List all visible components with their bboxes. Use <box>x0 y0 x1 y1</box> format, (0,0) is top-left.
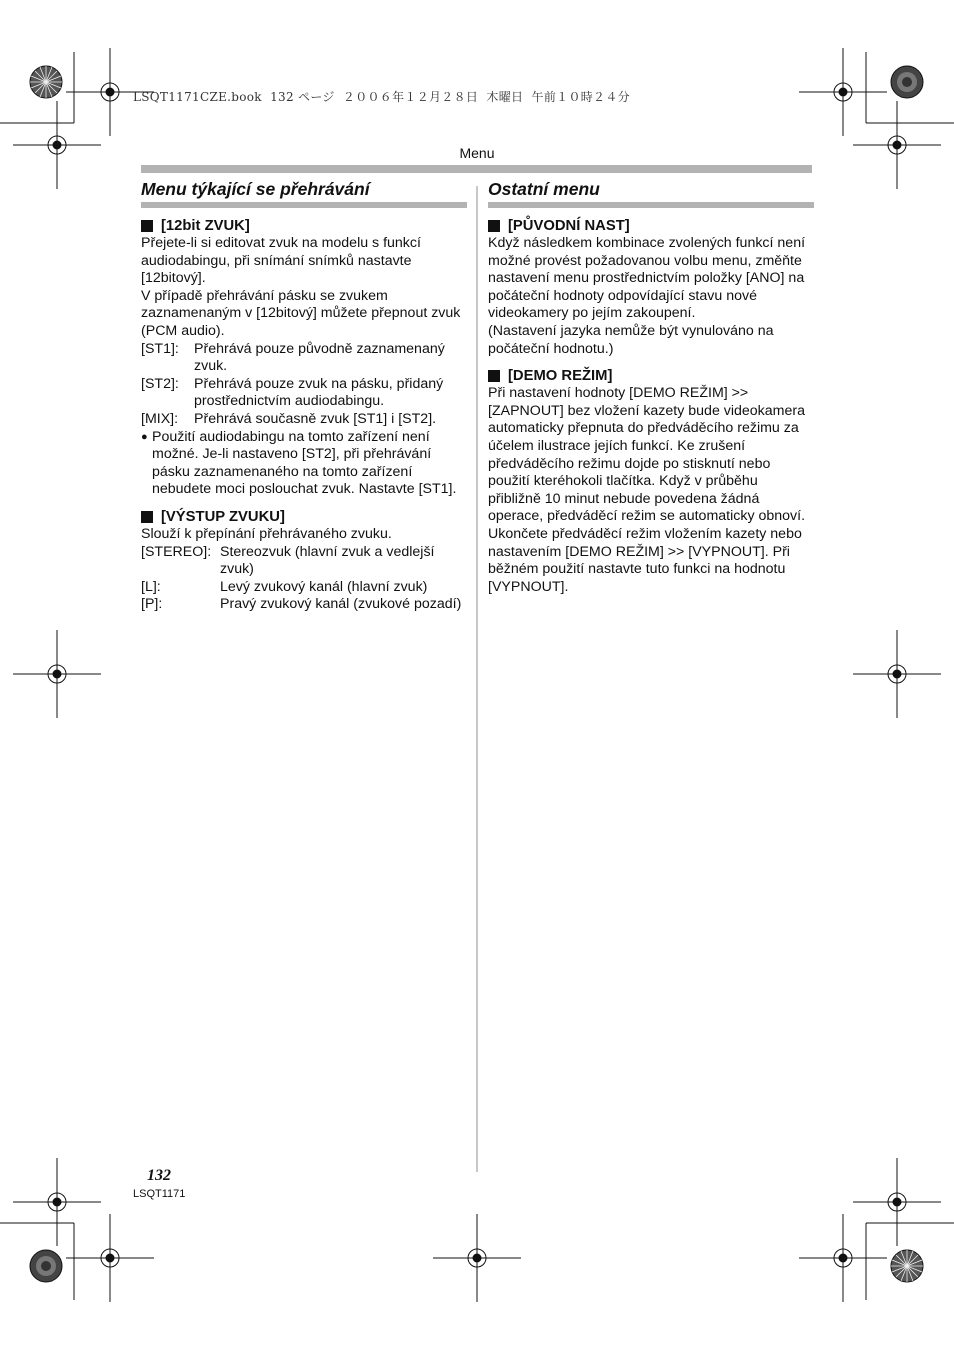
left-column-heading: Menu týkající se přehrávání <box>141 178 467 208</box>
paragraph: (Nastavení jazyka nemůže být vynulováno na počáteční hodnotu.) <box>488 322 774 357</box>
item-title <box>488 217 814 235</box>
item-title-text: [PŮVODNÍ NAST] <box>508 218 630 234</box>
crosshair-mark <box>799 1214 887 1302</box>
square-bullet-icon <box>488 220 500 232</box>
option-value: Přehrává současně zvuk [ST1] i [ST2]. <box>194 410 437 427</box>
option-row <box>141 411 467 429</box>
right-column-heading: Ostatní menu <box>488 178 814 208</box>
page-number: 132 <box>147 1167 171 1184</box>
starburst-mark <box>891 66 923 98</box>
starburst-mark <box>30 66 62 98</box>
item-title <box>141 217 467 235</box>
column-divider <box>476 186 478 1172</box>
section-label: Menu <box>459 145 495 161</box>
option-value: Přehrává pouze původně zaznamenaný zvuk. <box>194 340 445 375</box>
paragraph: Když následkem kombinace zvolených funkcí není možné provést požadovanou volbu menu, změňte nastavení menu prostřednictvím položky [ANO] na počáteční hodnoty odpovídající stavu nové videokamery po jejím zakoupení. <box>488 235 806 322</box>
item-title-text: [DEMO REŽIM] <box>508 368 613 385</box>
note-text: Použití audiodabingu na tomto zařízení není možné. Je-li nastaveno [ST2], při přehrávání pásku zaznamenaného na tomto zařízení nebudete moci poslouchat zvuk. Nastavte [ST1]. <box>152 428 457 498</box>
option-value: Levý zvukový kanál (hlavní zvuk) <box>220 578 428 595</box>
print-meta-line: LSQT1171CZE.book 132 ページ ２００６年１２月２８日 木曜日 午前１０時２４分 <box>133 90 630 104</box>
option-row <box>141 341 467 376</box>
paragraph: V případě přehrávání pásku se zvukem zaznamenaným v [12bitový] můžete přepnout zvuk (PCM audio). <box>141 287 461 339</box>
option-key: [STEREO]: <box>141 543 212 560</box>
menu-item-vystup-zvuku <box>141 508 467 614</box>
crosshair-mark <box>433 1214 521 1302</box>
document-code: LSQT1171 <box>133 1188 186 1200</box>
option-key: [MIX]: <box>141 410 179 427</box>
option-key: [ST2]: <box>141 375 179 392</box>
note <box>141 429 467 499</box>
option-value: Pravý zvukový kanál (zvukové pozadí) <box>220 596 462 613</box>
menu-item-demo-rezim <box>488 367 814 596</box>
item-title-text: [12bit ZVUK] <box>161 218 250 234</box>
square-bullet-icon <box>141 511 153 523</box>
header-rule <box>141 165 812 173</box>
item-title <box>488 367 814 385</box>
paragraph: Slouží k přepínání přehrávaného zvuku. <box>141 525 392 542</box>
square-bullet-icon <box>488 370 500 382</box>
option-row <box>141 376 467 411</box>
starburst-mark <box>891 1250 923 1282</box>
crosshair-mark <box>13 630 101 718</box>
option-row <box>141 596 467 614</box>
crosshair-mark <box>13 1158 101 1246</box>
crosshair-mark <box>853 630 941 718</box>
paragraph: Přejete-li si editovat zvuk na modelu s funkcí audiodabingu, při snímání snímků nastavte [12bitový]. <box>141 235 421 287</box>
option-value: Přehrává pouze zvuk na pásku, přidaný prostřednictvím audiodabingu. <box>194 375 444 410</box>
item-title-text: [VÝSTUP ZVUKU] <box>161 508 285 525</box>
option-key: [P]: <box>141 596 163 613</box>
option-key: [ST1]: <box>141 340 179 357</box>
square-bullet-icon <box>141 220 153 232</box>
option-value: Stereozvuk (hlavní zvuk a vedlejší zvuk) <box>220 543 435 578</box>
item-title <box>141 508 467 526</box>
option-row <box>141 579 467 597</box>
menu-item-12bit-zvuk <box>141 217 467 499</box>
option-row <box>141 544 467 579</box>
menu-item-puvodni-nast <box>488 217 814 358</box>
bullet-dot-icon: ● <box>141 430 148 443</box>
option-key: [L]: <box>141 578 161 595</box>
right-column <box>488 178 814 596</box>
crosshair-mark <box>66 1214 154 1302</box>
left-column <box>141 178 467 614</box>
paragraph: Při nastavení hodnoty [DEMO REŽIM] >> [ZAPNOUT] bez vložení kazety bude videokamera automaticky přepnuta do předváděcího režimu za účelem ilustrace jejích funkcí. Ke zrušení předváděcího režimu dojde po stisknutí nebo použití kteréhokoli tlačítka. Když v průběhu přibližně 10 minut nebude povedena žádná operace, předváděcí režim se automaticky obnoví. Ukončete předváděcí režim vložením kazety nebo nastavením [DEMO REŽIM] >> [VYPNOUT]. Při běžném použití nastavte tuto funkci na hodnotu [VYPNOUT]. <box>488 385 806 595</box>
starburst-mark <box>30 1250 62 1282</box>
